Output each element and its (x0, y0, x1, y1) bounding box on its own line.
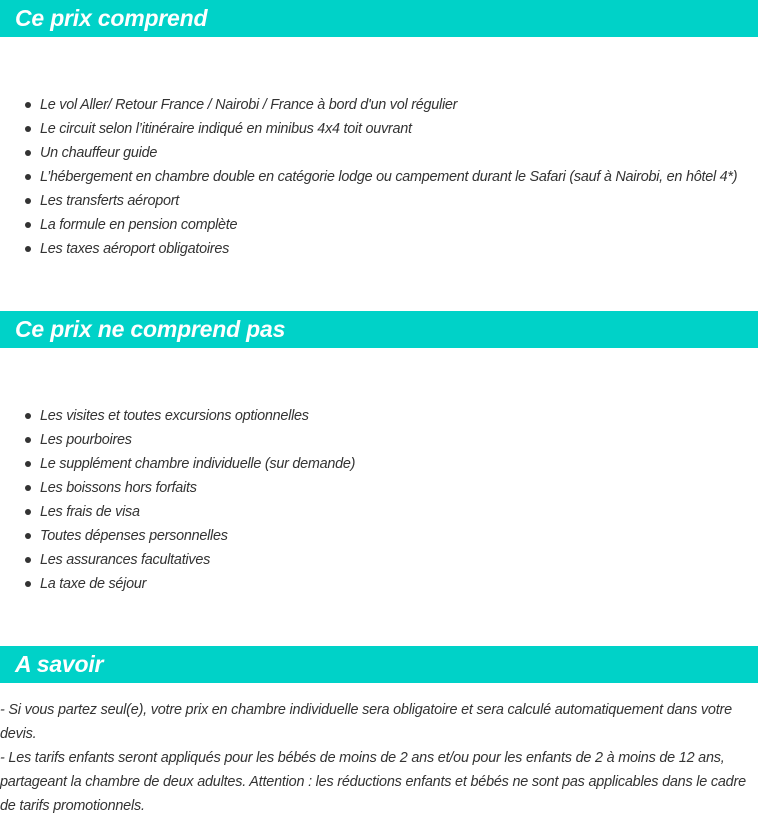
list-item (0, 213, 737, 237)
bullet-icon (25, 509, 31, 515)
bullet-icon (25, 222, 31, 228)
bullet-icon (25, 557, 31, 563)
list-item-text: Le supplément chambre individuelle (sur demande) (40, 456, 356, 472)
list-item (0, 93, 737, 117)
list-item (0, 404, 355, 428)
not-included-list (0, 404, 355, 596)
list-item (0, 428, 355, 452)
bullet-icon (25, 174, 31, 180)
list-item (0, 524, 355, 548)
bullet-icon (25, 581, 31, 587)
list-item-text: Un chauffeur guide (40, 145, 158, 161)
list-item-text: Les transferts aéroport (40, 193, 180, 209)
list-item (0, 452, 355, 476)
bullet-icon (25, 413, 31, 419)
list-item (0, 237, 737, 261)
section-header-info (0, 646, 758, 683)
list-item (0, 189, 737, 213)
list-item-text: Les frais de visa (40, 504, 140, 520)
list-item (0, 141, 737, 165)
info-paragraph-single-room: - Si vous partez seul(e), votre prix en chambre individuelle sera obligatoire et sera calculé automatiquement dans votre devis. (0, 702, 732, 742)
list-item-text: L’hébergement en chambre double en catégorie lodge ou campement durant le Safari (sauf à Nairobi, en hôtel 4*) (40, 169, 738, 185)
list-item (0, 117, 737, 141)
bullet-icon (25, 102, 31, 108)
list-item-text: Les visites et toutes excursions optionnelles (40, 408, 309, 424)
info-text-block (0, 698, 756, 818)
section-title-included: Ce prix comprend (15, 5, 208, 31)
list-item-text: Toutes dépenses personnelles (40, 528, 228, 544)
list-item-text: La taxe de séjour (40, 576, 147, 592)
list-item-text: Le vol Aller/ Retour France / Nairobi / France à bord d'un vol régulier (40, 97, 458, 113)
info-paragraph-child-rates: - Les tarifs enfants seront appliqués pour les bébés de moins de 2 ans et/ou pour les enfants de 2 à moins de 12 ans, partageant la chambre de deux adultes. Attention : les réductions enfants et bébés ne sont pas applicables dans le cadre de tarifs promotionnels. (0, 750, 746, 814)
list-item-text: La formule en pension complète (40, 217, 238, 233)
list-item-text: Les taxes aéroport obligatoires (40, 241, 230, 257)
list-item-text: Les assurances facultatives (40, 552, 211, 568)
section-header-not-included (0, 311, 758, 348)
section-header-included (0, 0, 758, 37)
list-item-text: Le circuit selon l’itinéraire indiqué en minibus 4x4 toit ouvrant (40, 121, 412, 137)
list-item (0, 165, 737, 189)
bullet-icon (25, 437, 31, 443)
list-item-text: Les pourboires (40, 432, 132, 448)
list-item (0, 500, 355, 524)
bullet-icon (25, 246, 31, 252)
section-title-not-included: Ce prix ne comprend pas (15, 316, 286, 342)
included-list (0, 93, 737, 261)
bullet-icon (25, 485, 31, 491)
bullet-icon (25, 150, 31, 156)
list-item-text: Les boissons hors forfaits (40, 480, 197, 496)
list-item (0, 572, 355, 596)
list-item (0, 548, 355, 572)
section-title-info: A savoir (15, 651, 104, 677)
bullet-icon (25, 126, 31, 132)
list-item (0, 476, 355, 500)
bullet-icon (25, 533, 31, 539)
bullet-icon (25, 198, 31, 204)
bullet-icon (25, 461, 31, 467)
